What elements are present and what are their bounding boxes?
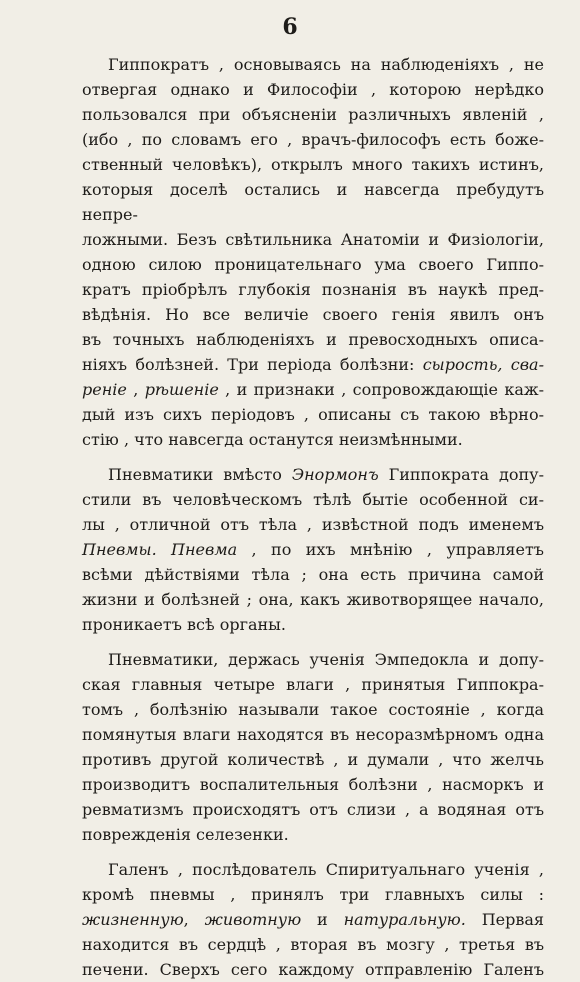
text-line — [82, 907, 544, 932]
text-run: одною силою проницательнаго ума своего Гиппо- — [82, 255, 544, 274]
text-line — [82, 957, 544, 982]
text-run: (ибо , по словамъ его , врачъ-философъ есть боже- — [82, 130, 544, 149]
body-text — [82, 52, 544, 982]
text-run: ніяхъ болѣзней. Три періода болѣзни: — [82, 355, 423, 374]
italic-text: жизненную — [82, 910, 184, 929]
text-line — [82, 797, 544, 822]
text-line — [82, 402, 544, 427]
text-line — [82, 882, 544, 907]
text-run: ревматизмъ происходятъ отъ слизи , а водяная отъ — [82, 800, 544, 819]
text-run: всѣми дѣйствіями тѣла ; она есть причина самой — [82, 565, 544, 584]
italic-text: животную — [204, 910, 302, 929]
text-run: , по ихъ мнѣнію , управляетъ — [237, 540, 544, 559]
italic-text: рѣшеніе — [144, 380, 219, 399]
text-line — [82, 932, 544, 957]
text-run: Галенъ , послѣдователь Спиритуальнаго ученія , — [108, 860, 544, 879]
text-run: находится въ сердцѣ , вторая въ мозгу , третья въ — [82, 935, 544, 954]
text-line — [82, 252, 544, 277]
text-run: Гиппократа допу- — [378, 465, 544, 484]
text-run: проникаетъ всѣ органы. — [82, 615, 286, 634]
text-line — [82, 377, 544, 402]
page-number: 6 — [282, 14, 298, 40]
text-run: ственный человѣкъ), открылъ много такихъ истинъ, — [82, 155, 544, 174]
text-line — [82, 352, 544, 377]
text-line — [82, 327, 544, 352]
text-line — [82, 562, 544, 587]
italic-text: Пневмы. Пневма — [82, 540, 238, 559]
text-line — [82, 537, 544, 562]
text-run: кромѣ пневмы , принялъ три главныхъ силы : — [82, 885, 544, 904]
text-run: стію , что навсегда останутся неизмѣнными. — [82, 430, 463, 449]
text-line — [82, 102, 544, 127]
text-run: , — [183, 910, 205, 929]
text-run: ская главныя четыре влаги , принятыя Гиппокра- — [82, 675, 544, 694]
text-line — [82, 647, 544, 672]
text-run: , и признаки , сопровождающіе каж- — [218, 380, 544, 399]
text-line — [82, 227, 544, 252]
text-line — [82, 697, 544, 722]
paragraph — [82, 857, 544, 982]
italic-text: Энормонъ — [291, 465, 379, 484]
text-run: помянутыя влаги находятся въ несоразмѣрномъ одна — [82, 725, 544, 744]
text-line — [82, 857, 544, 882]
text-run: Пневматики, держась ученія Эмпедокла и допу- — [108, 650, 544, 669]
text-line — [82, 127, 544, 152]
text-line — [82, 512, 544, 537]
text-line — [82, 487, 544, 512]
text-run: лы , отличной отъ тѣла , извѣстной подъ именемъ — [82, 515, 544, 534]
italic-text: сырость, сва- — [422, 355, 544, 374]
text-line — [82, 822, 544, 847]
text-run: и — [301, 910, 344, 929]
text-run: , — [126, 380, 145, 399]
text-run: вѣдѣнія. Но все величіе своего генія явилъ онъ — [82, 305, 544, 324]
text-run: печени. Сверхъ сего каждому отправленію Галенъ — [82, 960, 544, 979]
text-line — [82, 52, 544, 77]
text-line — [82, 722, 544, 747]
text-line — [82, 672, 544, 697]
text-line — [82, 747, 544, 772]
italic-text: реніе — [82, 380, 127, 399]
paragraph — [82, 647, 544, 847]
text-run: въ точныхъ наблюденіяхъ и превосходныхъ описа- — [82, 330, 544, 349]
text-line — [82, 427, 544, 452]
text-line — [82, 612, 544, 637]
text-run: стили въ человѣческомъ тѣлѣ бытіе особенной си- — [82, 490, 544, 509]
text-run: Пневматики вмѣсто — [108, 465, 292, 484]
text-run: поврежденія селезенки. — [82, 825, 289, 844]
text-line — [82, 152, 544, 177]
text-run: дый изъ сихъ періодовъ , описаны съ такою вѣрно- — [82, 405, 544, 424]
text-run: противъ другой количествѣ , и думали , что желчь — [82, 750, 544, 769]
text-run: которыя доселѣ остались и навсегда пребудутъ непре- — [82, 180, 544, 224]
text-line — [82, 587, 544, 612]
text-run: ложными. Безъ свѣтильника Анатоміи и Физіологіи, — [82, 230, 544, 249]
text-run: кратъ пріобрѣлъ глубокія познанія въ наукѣ пред- — [82, 280, 544, 299]
text-run: отвергая однако и Философіи , которою нерѣдко — [82, 80, 544, 99]
text-run: томъ , болѣзнію называли такое состояніе , когда — [82, 700, 544, 719]
text-run: производитъ воспалительныя болѣзни , насморкъ и — [82, 775, 544, 794]
paragraph — [82, 52, 544, 452]
text-run: Первая — [465, 910, 545, 929]
text-run: Гиппократъ , основываясь на наблюденіяхъ , не — [108, 55, 544, 74]
italic-text: натуральную. — [343, 910, 466, 929]
text-line — [82, 277, 544, 302]
paragraph — [82, 462, 544, 637]
text-line — [82, 462, 544, 487]
text-line — [82, 77, 544, 102]
text-run: жизни и болѣзней ; она, какъ животворящее начало, — [82, 590, 544, 609]
text-line — [82, 302, 544, 327]
text-run: пользовался при объясненіи различныхъ явленій , — [82, 105, 544, 124]
text-line — [82, 177, 544, 227]
text-line — [82, 772, 544, 797]
